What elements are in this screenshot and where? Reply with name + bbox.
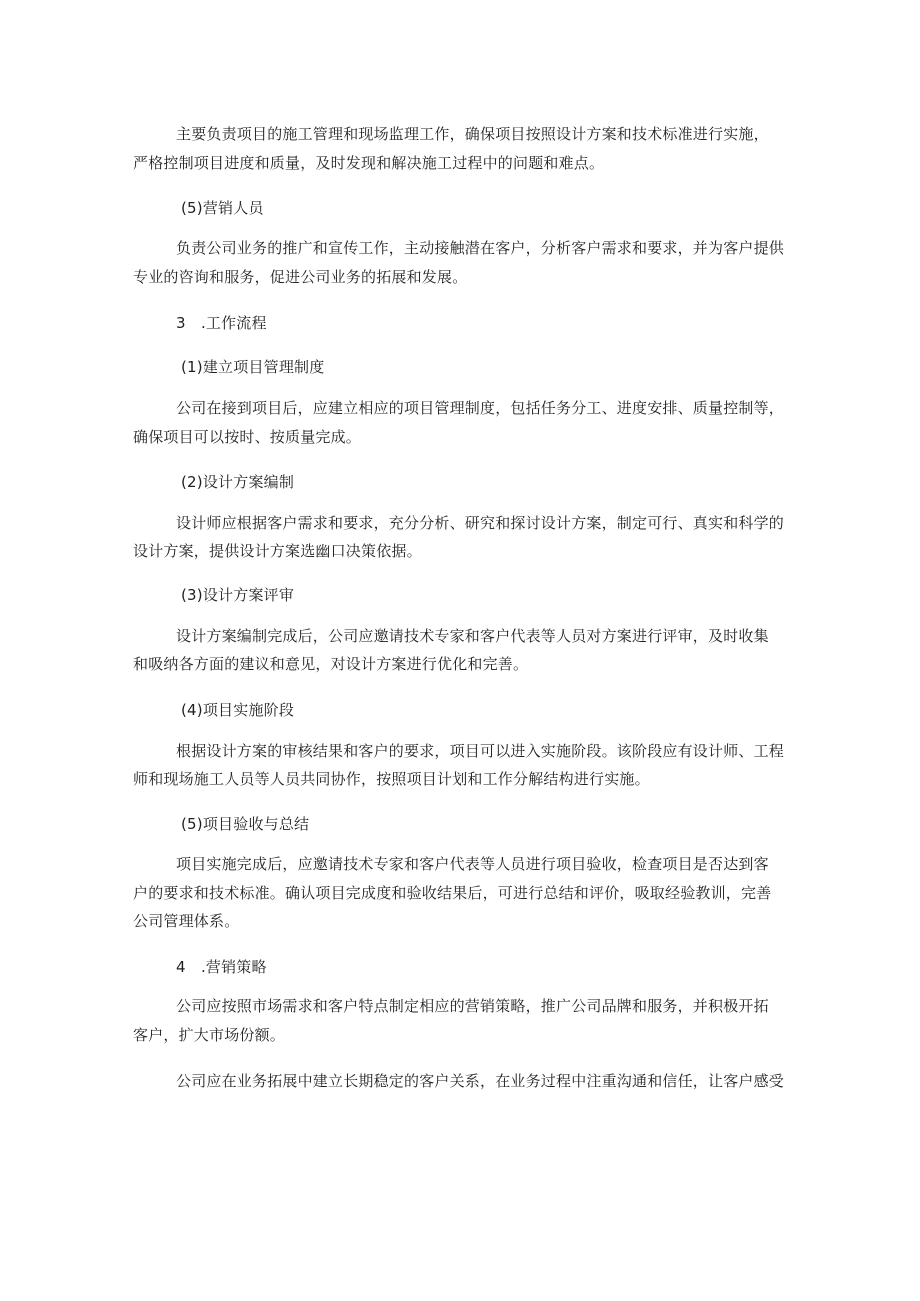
paragraph-line: 项目实施完成后，应邀请技术专家和客户代表等人员进行项目验收，检查项目是否达到客: [176, 855, 769, 873]
paragraph-line: 设计方案编制完成后，公司应邀请技术专家和客户代表等人员对方案进行评审，及时收集: [176, 627, 769, 645]
paragraph-line: 设计方案，提供设计方案选幽口决策依据。: [133, 542, 422, 560]
subheading-step-1: (1)建立项目管理制度: [181, 358, 325, 376]
subheading-step-2: (2)设计方案编制: [181, 473, 295, 491]
subheading-step-3: (3)设计方案评审: [181, 586, 295, 604]
paragraph-line: 公司应按照市场需求和客户特点制定相应的营销策略，推广公司品牌和服务，并积极开拓: [176, 997, 769, 1015]
paragraph-line: 确保项目可以按时、按质量完成。: [133, 428, 362, 446]
subheading-sales-staff: (5)营销人员: [181, 199, 264, 217]
paragraph-line: 客户，扩大市场份额。: [133, 1026, 286, 1044]
paragraph-line: 公司应在业务拓展中建立长期稳定的客户关系，在业务过程中注重沟通和信任，让客户感受: [176, 1072, 785, 1090]
paragraph-line: 公司在接到项目后，应建立相应的项目管理制度，包括任务分工、进度安排、质量控制等，: [176, 399, 785, 417]
paragraph-line: 根据设计方案的审核结果和客户的要求，项目可以进入实施阶段。该阶段应有设计师、工程: [176, 742, 785, 760]
subheading-step-5: (5)项目验收与总结: [181, 815, 310, 833]
paragraph-line: 户的要求和技术标准。确认项目完成度和验收结果后，可进行总结和评价，吸取经验教训，完善: [133, 884, 772, 902]
paragraph-line: 专业的咨询和服务，促进公司业务的拓展和发展。: [133, 268, 468, 286]
subheading-step-4: (4)项目实施阶段: [181, 701, 295, 719]
paragraph-line: 设计师应根据客户需求和要求，充分分析、研究和探讨设计方案，制定可行、真实和科学的: [176, 514, 785, 532]
section-heading-workflow: 3 .工作流程: [176, 314, 267, 332]
paragraph-line: 负责公司业务的推广和宣传工作，主动接触潜在客户，分析客户需求和要求，并为客户提供: [176, 239, 785, 257]
paragraph-line: 和吸纳各方面的建议和意见，对设计方案进行优化和完善。: [133, 655, 529, 673]
paragraph-line: 严格控制项目进度和质量，及时发现和解决施工过程中的问题和难点。: [133, 154, 605, 172]
paragraph-line: 主要负责项目的施工管理和现场监理工作，确保项目按照设计方案和技术标准进行实施，: [176, 125, 769, 143]
section-heading-marketing: 4 .营销策略: [176, 958, 267, 976]
paragraph-line: 师和现场施工人员等人员共同协作，按照项目计划和工作分解结构进行实施。: [133, 770, 650, 788]
paragraph-line: 公司管理体系。: [133, 912, 240, 930]
